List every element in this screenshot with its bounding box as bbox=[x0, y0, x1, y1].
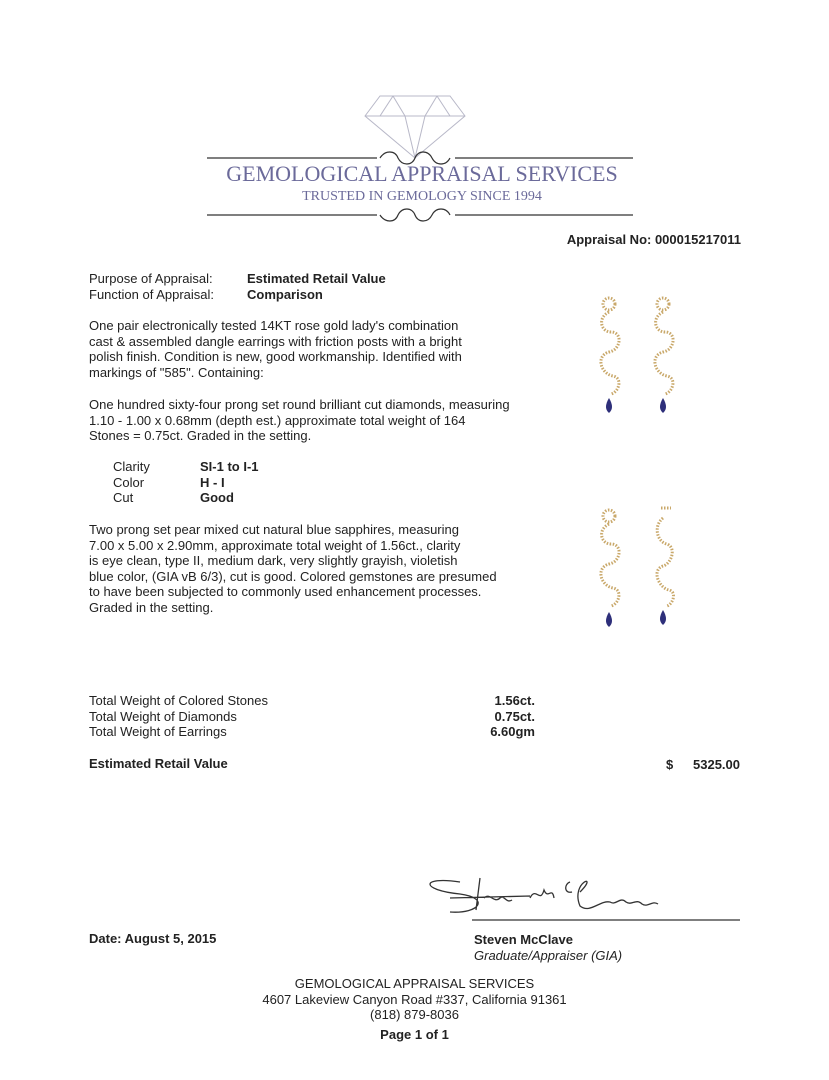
text-line: One hundred sixty-four prong set round brilliant cut diamonds, measuring bbox=[89, 397, 510, 412]
company-name: GEMOLOGICAL APPRAISAL SERVICES bbox=[226, 161, 618, 186]
retail-value-amount: 5325.00 bbox=[693, 757, 740, 772]
text-line: 1.10 - 1.00 x 0.68mm (depth est.) approximate total weight of 164 bbox=[89, 412, 466, 428]
total-label: Total Weight of Colored Stones bbox=[89, 693, 268, 708]
item-description bbox=[89, 318, 462, 380]
footer-address: 4607 Lakeview Canyon Road #337, California 91361 bbox=[262, 991, 567, 1007]
diamond-grades bbox=[113, 459, 259, 506]
purpose-value: Estimated Retail Value bbox=[247, 271, 386, 286]
grade-label: Cut bbox=[113, 490, 134, 506]
appraisal-number: Appraisal No: 000015217011 bbox=[566, 232, 741, 247]
earrings-photo-front bbox=[585, 290, 705, 425]
footer-phone: (818) 879-8036 bbox=[370, 1007, 459, 1023]
text-line: markings of "585". Containing: bbox=[89, 364, 264, 380]
text-line: One pair electronically tested 14KT rose gold lady's combination bbox=[89, 318, 459, 333]
diamond-description bbox=[89, 397, 510, 444]
text-line: to have been subjected to commonly used enhancement processes. bbox=[89, 584, 482, 600]
appraiser-signature bbox=[420, 868, 742, 926]
weight-totals bbox=[89, 693, 535, 740]
total-value: 1.56ct. bbox=[494, 693, 535, 708]
grade-value: H - I bbox=[200, 474, 225, 490]
text-line: polish finish. Condition is new, good workmanship. Identified with bbox=[89, 349, 462, 365]
total-value: 0.75ct. bbox=[494, 708, 535, 724]
purpose-label: Purpose of Appraisal: bbox=[89, 271, 213, 286]
text-line: is eye clean, type II, medium dark, very slightly grayish, violetish bbox=[89, 553, 458, 569]
page-number: Page 1 of 1 bbox=[380, 1026, 449, 1042]
retail-value-label: Estimated Retail Value bbox=[89, 756, 228, 771]
text-line: blue color, (GIA vB 6/3), cut is good. Colored gemstones are presumed bbox=[89, 568, 497, 584]
currency-symbol: $ bbox=[666, 757, 674, 772]
total-value: 6.60gm bbox=[490, 724, 535, 740]
text-line: Two prong set pear mixed cut natural blue sapphires, measuring bbox=[89, 522, 459, 537]
footer bbox=[0, 976, 829, 1042]
text-line: Stones = 0.75ct. Graded in the setting. bbox=[89, 428, 312, 444]
sapphire-description bbox=[89, 522, 497, 616]
grade-label: Color bbox=[113, 474, 145, 490]
grade-value: SI-1 to I-1 bbox=[200, 459, 259, 474]
appraiser-name: Steven McClave bbox=[474, 932, 573, 947]
total-label: Total Weight of Diamonds bbox=[89, 708, 237, 724]
function-value: Comparison bbox=[247, 286, 323, 302]
diamond-logo-icon bbox=[205, 88, 637, 228]
appraiser-title: Graduate/Appraiser (GIA) bbox=[474, 948, 623, 963]
total-label: Total Weight of Earrings bbox=[89, 724, 227, 740]
text-line: 7.00 x 5.00 x 2.90mm, approximate total weight of 1.56ct., clarity bbox=[89, 537, 461, 553]
appraisal-date: Date: August 5, 2015 bbox=[89, 931, 217, 946]
appraisal-info bbox=[89, 271, 386, 302]
text-line: Graded in the setting. bbox=[89, 599, 214, 615]
grade-value: Good bbox=[200, 490, 234, 506]
grade-label: Clarity bbox=[113, 459, 150, 474]
text-line: cast & assembled dangle earrings with friction posts with a bright bbox=[89, 333, 462, 349]
footer-company: GEMOLOGICAL APPRAISAL SERVICES bbox=[294, 976, 535, 991]
earrings-photo-side bbox=[585, 498, 705, 633]
company-tagline: TRUSTED IN GEMOLOGY SINCE 1994 bbox=[302, 189, 542, 204]
function-label: Function of Appraisal: bbox=[89, 286, 215, 302]
